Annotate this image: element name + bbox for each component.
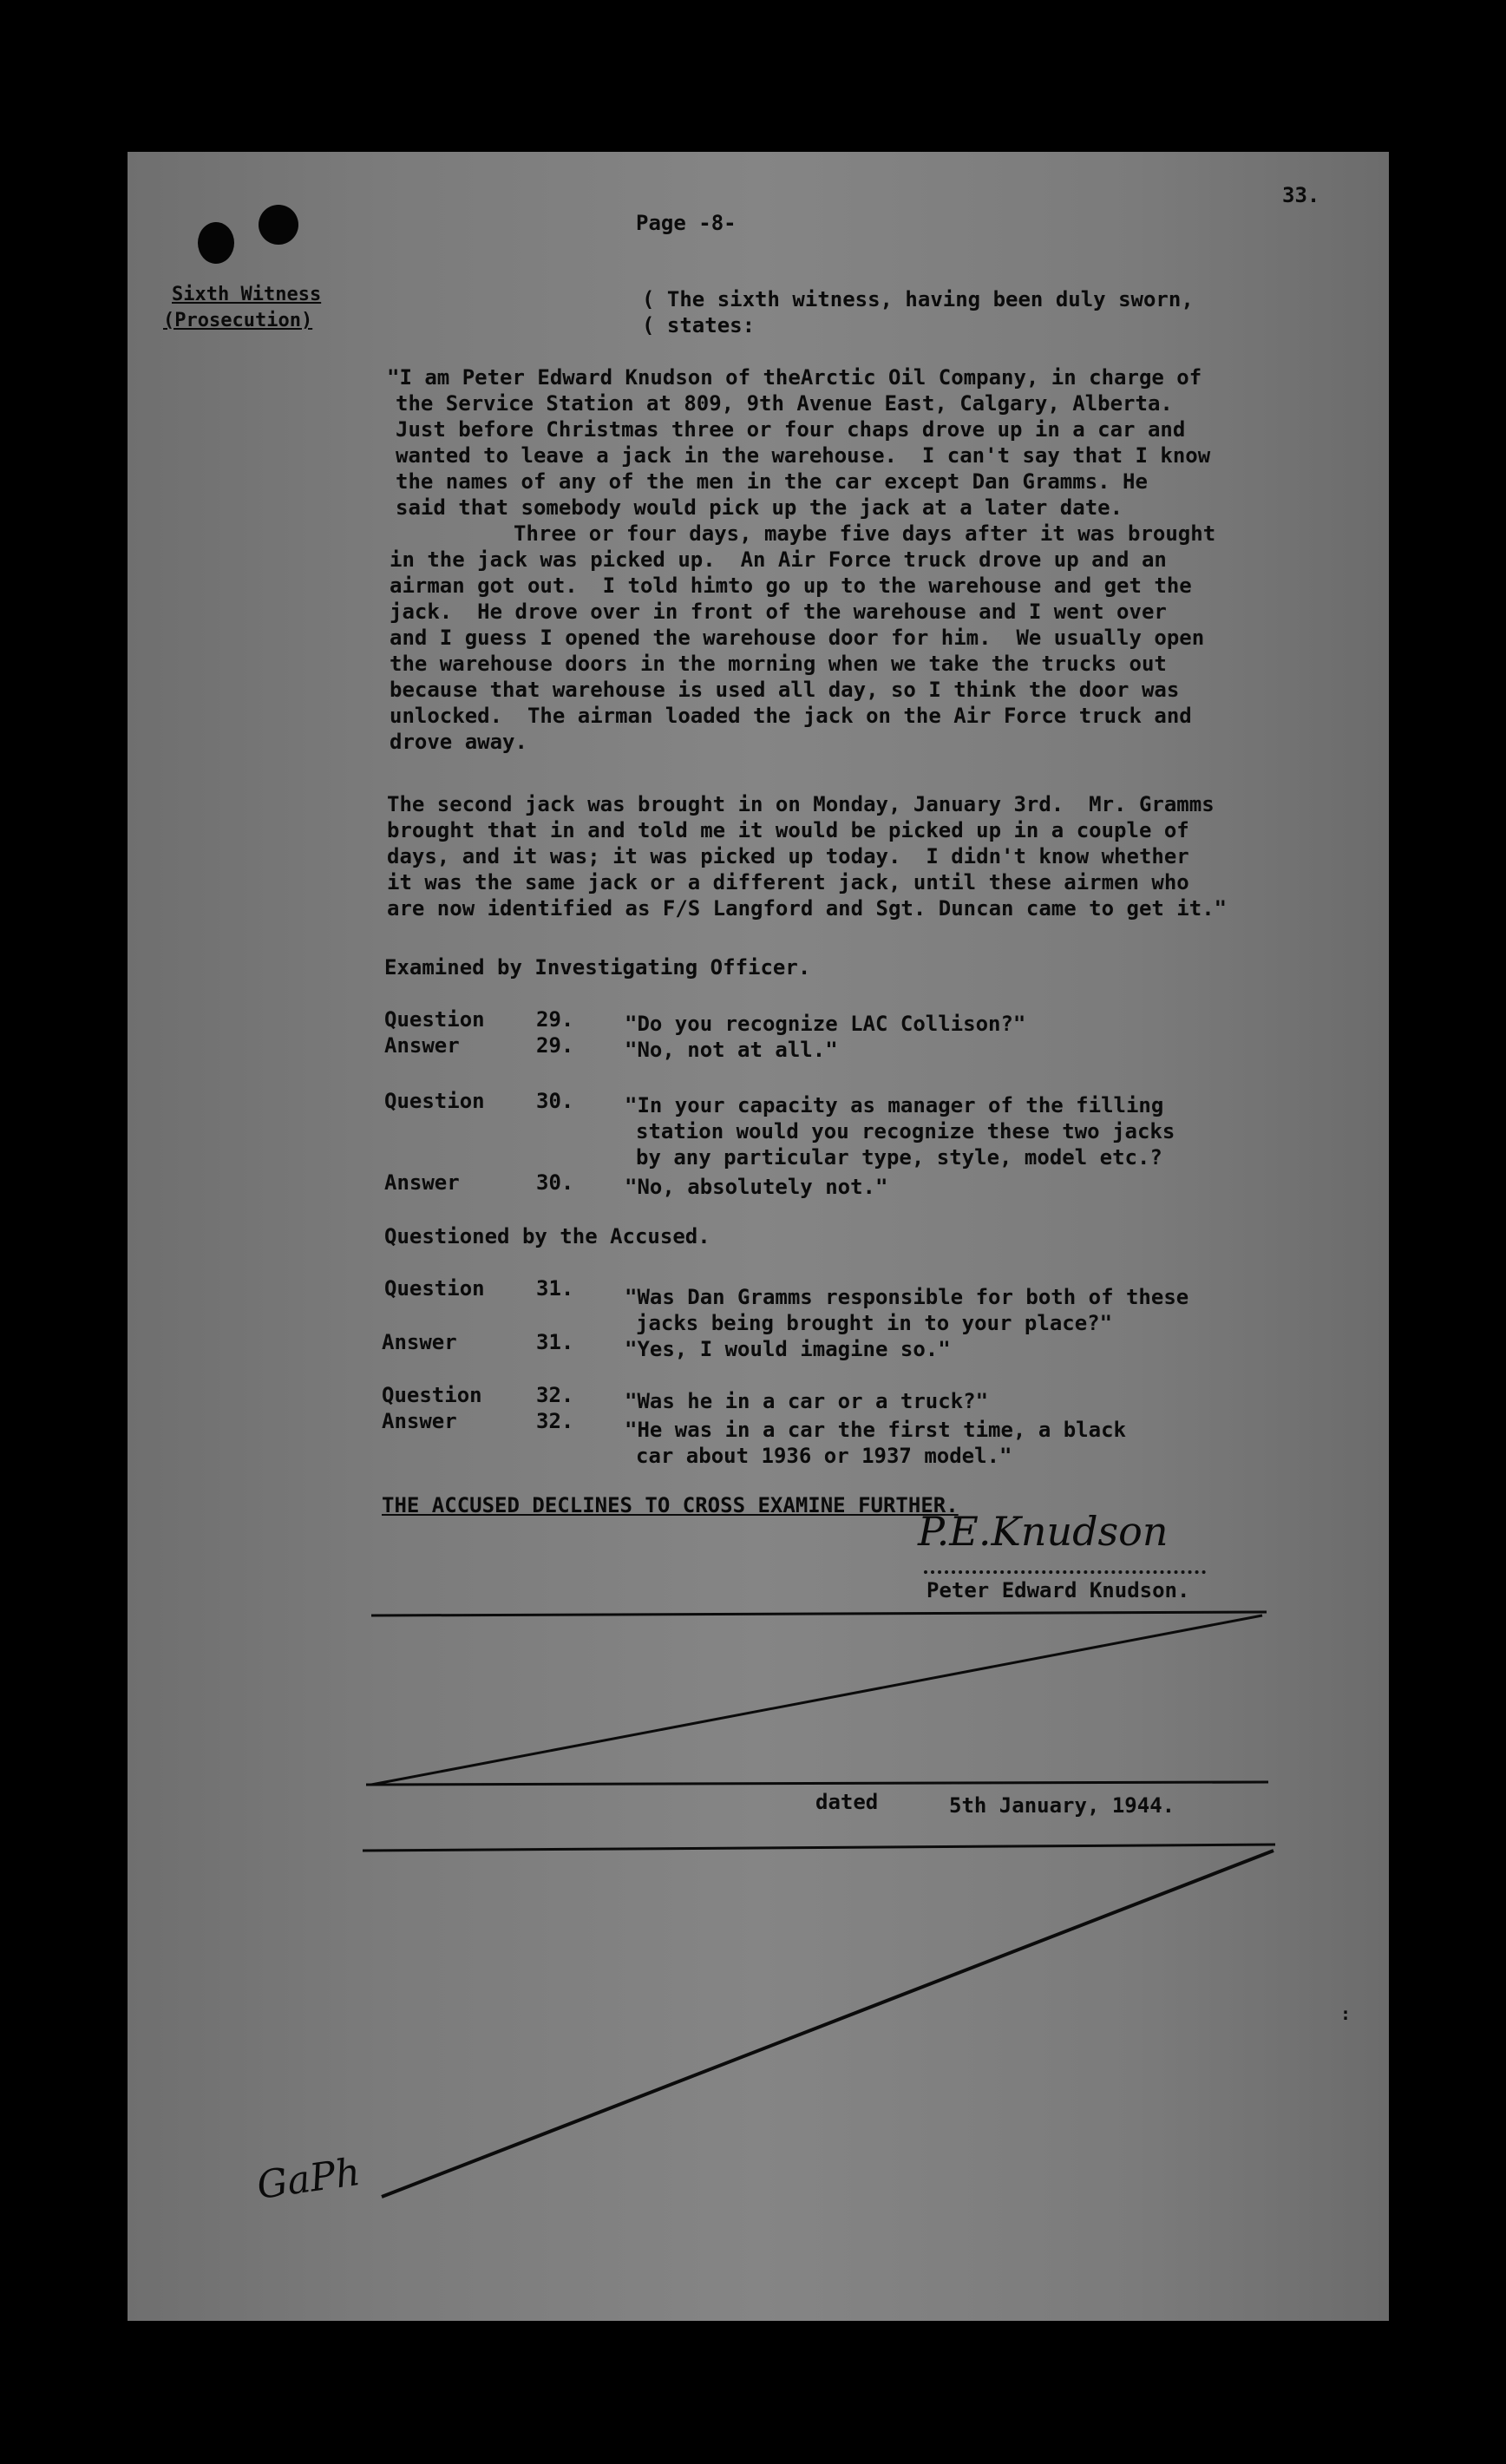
statement-line: are now identified as F/S Langford and Sgt. Duncan came to get it." — [387, 896, 1228, 921]
question-label: Question — [384, 1276, 485, 1301]
statement-line: because that warehouse is used all day, so I think the door was — [390, 678, 1180, 702]
answer-label: Answer — [384, 1033, 460, 1058]
question-text: "Was Dan Gramms responsible for both of these — [625, 1285, 1189, 1309]
statement-line: wanted to leave a jack in the warehouse. I can't say that I know — [396, 443, 1211, 468]
answer-number: 29. — [536, 1033, 574, 1058]
answer-text: "He was in a car the first time, a black — [625, 1418, 1126, 1442]
statement-line: the warehouse doors in the morning when we take the trucks out — [390, 652, 1167, 676]
statement-line: Just before Christmas three or four chaps drove up in a car and — [396, 417, 1186, 442]
answer-number: 31. — [536, 1330, 574, 1354]
statement-line: drove away. — [390, 730, 527, 754]
declines-statement: THE ACCUSED DECLINES TO CROSS EXAMINE FURTHER. — [382, 1493, 959, 1517]
answer-text: "No, not at all." — [625, 1038, 838, 1062]
statement-line: the names of any of the men in the car except Dan Gramms. He — [396, 469, 1148, 494]
answer-text: "Yes, I would imagine so." — [625, 1337, 951, 1361]
statement-line: Three or four days, maybe five days after it was brought — [514, 521, 1216, 546]
witness-signature — [918, 1508, 1168, 1555]
question-label: Question — [384, 1089, 485, 1113]
dated-value: 5th January, 1944. — [949, 1793, 1175, 1818]
witness-intro-line: ( states: — [642, 313, 756, 337]
witness-side-label-2: (Prosecution) — [163, 310, 313, 331]
examination-heading: Examined by Investigating Officer. — [384, 955, 811, 980]
answer-text: "No, absolutely not." — [625, 1175, 888, 1199]
statement-line: said that somebody would pick up the jack at a later date. — [396, 495, 1123, 520]
signature-dotted-line — [924, 1570, 1206, 1574]
page-label: Page -8- — [636, 211, 737, 235]
question-number: 30. — [536, 1089, 574, 1113]
accused-heading: Questioned by the Accused. — [384, 1224, 710, 1248]
question-number: 29. — [536, 1007, 574, 1032]
signer-name: Peter Edward Knudson. — [927, 1578, 1190, 1602]
answer-number: 30. — [536, 1170, 574, 1195]
dated-label: dated — [815, 1790, 879, 1814]
statement-line: days, and it was; it was picked up today. I didn't know whether — [387, 844, 1189, 868]
question-text: "Do you recognize LAC Collison?" — [625, 1012, 1026, 1036]
statement-line: unlocked. The airman loaded the jack on the Air Force truck and — [390, 704, 1192, 728]
question-number: 32. — [536, 1383, 574, 1407]
question-text: jacks being brought in to your place?" — [636, 1311, 1113, 1335]
answer-label: Answer — [384, 1170, 460, 1195]
answer-label: Answer — [382, 1330, 457, 1354]
statement-line: it was the same jack or a different jack, until these airmen who — [387, 870, 1189, 895]
page-number: 33. — [1282, 183, 1320, 207]
statement-line: and I guess I opened the warehouse door for him. We usually open — [390, 626, 1205, 650]
statement-line: jack. He drove over in front of the warehouse and I went over — [390, 600, 1167, 624]
punch-hole-2 — [259, 205, 298, 245]
statement-line: in the jack was picked up. An Air Force truck drove up and an — [390, 547, 1167, 572]
punch-hole-1 — [198, 222, 234, 264]
edge-mark: : — [1340, 2003, 1352, 2024]
question-text: "Was he in a car or a truck?" — [625, 1389, 989, 1413]
question-text: by any particular type, style, model etc.? — [636, 1145, 1162, 1170]
question-label: Question — [384, 1007, 485, 1032]
statement-line: airman got out. I told himto go up to the warehouse and get the — [390, 573, 1192, 598]
initials-text: GaPh — [254, 2149, 363, 2209]
answer-number: 32. — [536, 1409, 574, 1433]
answer-label: Answer — [382, 1409, 457, 1433]
question-text: "In your capacity as manager of the filling — [625, 1093, 1164, 1117]
statement-line: The second jack was brought in on Monday, January 3rd. Mr. Gramms — [387, 792, 1215, 816]
signature-text: P.E.Knudson — [918, 1508, 1169, 1555]
answer-text: car about 1936 or 1937 model." — [636, 1444, 1012, 1468]
witness-intro-line: ( The sixth witness, having been duly sworn, — [642, 287, 1194, 311]
statement-line: brought that in and told me it would be picked up in a couple of — [387, 818, 1189, 842]
statement-line: the Service Station at 809, 9th Avenue East, Calgary, Alberta. — [396, 391, 1173, 416]
witness-side-label: Sixth Witness — [172, 284, 322, 305]
statement-line: "I am Peter Edward Knudson of theArctic Oil Company, in charge of — [387, 365, 1202, 390]
question-label: Question — [382, 1383, 482, 1407]
question-text: station would you recognize these two jacks — [636, 1119, 1175, 1144]
question-number: 31. — [536, 1276, 574, 1301]
